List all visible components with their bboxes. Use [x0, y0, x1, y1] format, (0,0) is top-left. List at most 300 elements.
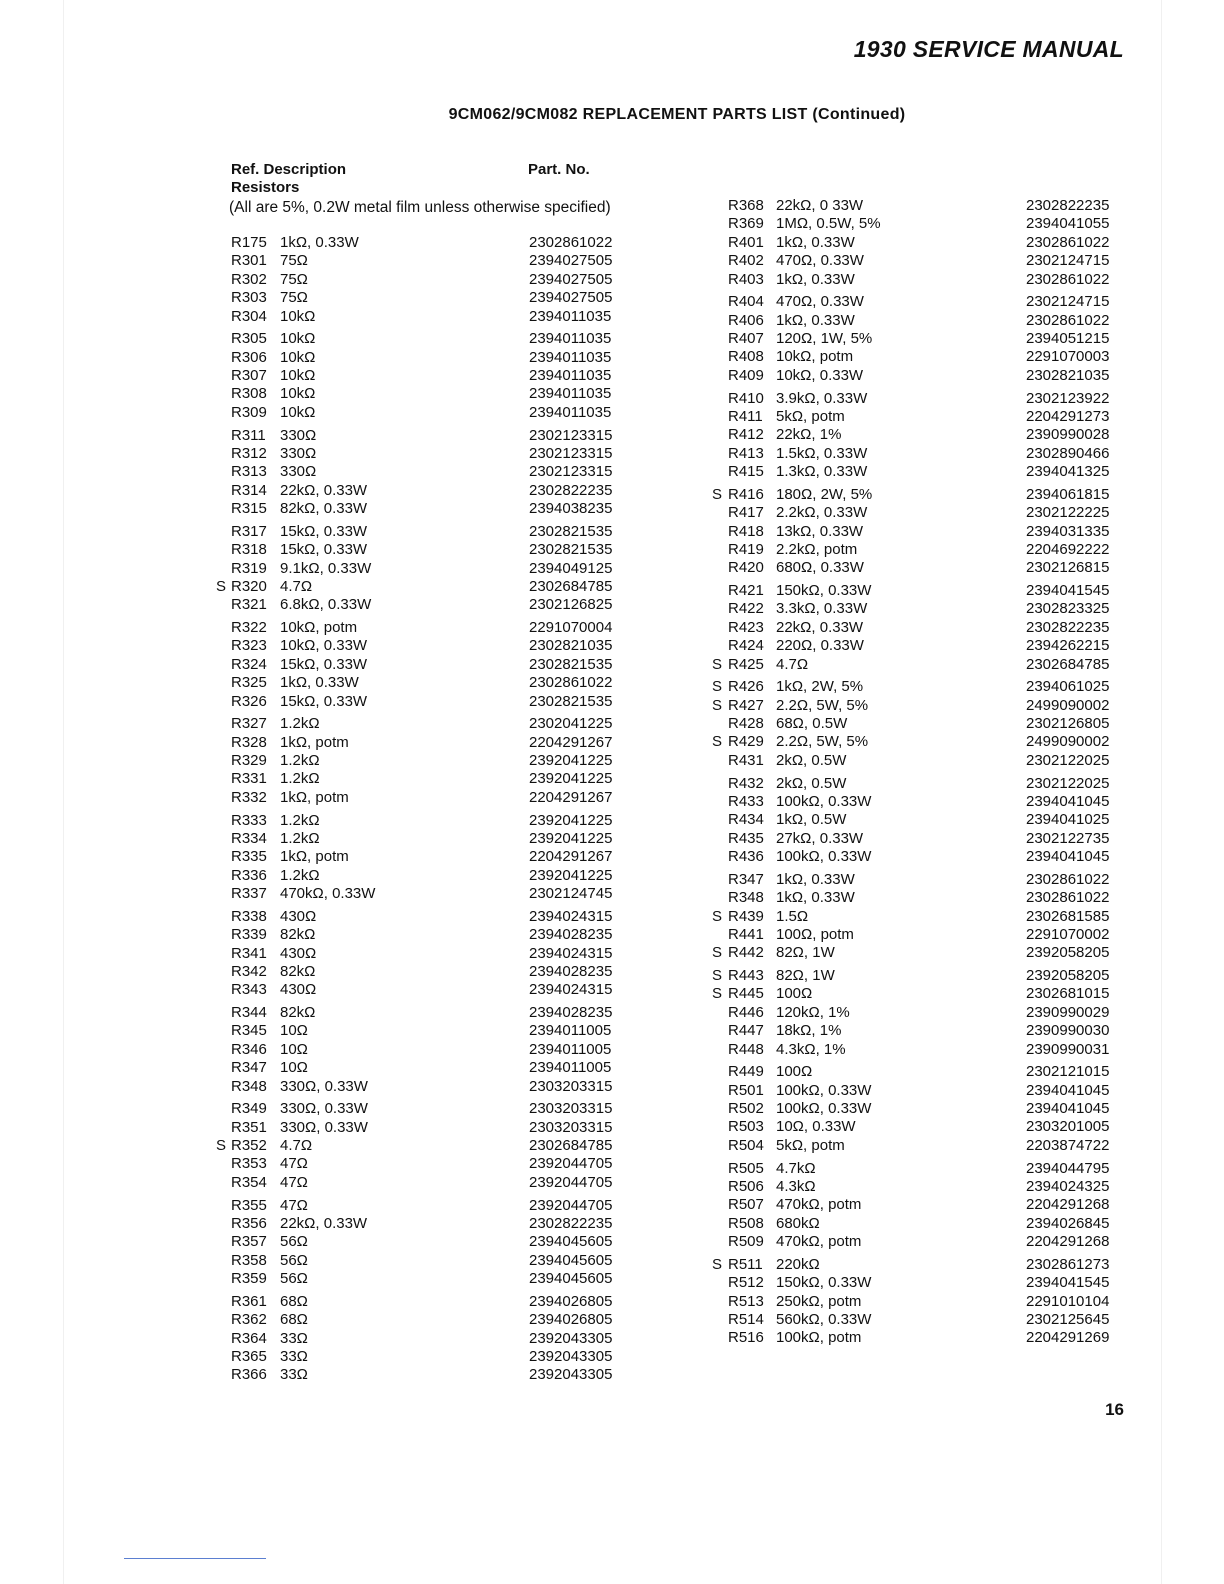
part-description: 4.3kΩ — [776, 1177, 816, 1195]
part-number: 2302823325 — [1026, 600, 1110, 618]
ref-designator: R406 — [728, 311, 764, 329]
part-description: 2kΩ, 0.5W — [776, 774, 847, 792]
ref-designator: R355 — [231, 1196, 267, 1214]
part-number: 2394045605 — [529, 1270, 613, 1288]
part-description: 68Ω — [280, 1292, 308, 1310]
ref-designator: R334 — [231, 829, 267, 847]
ref-designator: R357 — [231, 1233, 267, 1251]
part-number: 2204291267 — [529, 788, 613, 806]
part-number: 2394011035 — [529, 385, 612, 403]
part-description: 470kΩ, 0.33W — [280, 885, 376, 903]
ref-designator: R358 — [231, 1251, 267, 1269]
part-number: 2394038235 — [529, 500, 613, 518]
part-number: 2204291267 — [529, 733, 613, 751]
part-number: 2390990030 — [1026, 1022, 1110, 1040]
part-number: 2394041545 — [1026, 1274, 1110, 1292]
ref-designator: R508 — [728, 1214, 764, 1232]
part-description: 1kΩ, 0.33W — [776, 889, 855, 907]
ref-designator: R424 — [728, 637, 764, 655]
page-number: 16 — [1105, 1400, 1124, 1419]
ref-designator: R339 — [231, 926, 267, 944]
ref-designator: R329 — [231, 752, 267, 770]
part-description: 56Ω — [280, 1251, 308, 1269]
part-description: 33Ω — [280, 1347, 308, 1365]
safety-mark: S — [711, 985, 722, 1003]
part-number: 2394011035 — [529, 367, 612, 385]
part-description: 330Ω — [280, 426, 317, 444]
part-description: 100kΩ, 0.33W — [776, 1081, 872, 1099]
part-number: 2291070002 — [1026, 925, 1110, 943]
part-description: 22kΩ, 0.33W — [280, 481, 368, 499]
part-description: 1kΩ, 0.33W — [776, 270, 855, 288]
ref-designator: R347 — [231, 1059, 267, 1077]
part-number: 2302821535 — [529, 522, 613, 540]
part-number: 2392043305 — [529, 1329, 613, 1347]
part-description: 47Ω — [280, 1196, 308, 1214]
ref-designator: R319 — [231, 559, 267, 577]
part-number: 2394011035 — [529, 348, 612, 366]
part-description: 180Ω, 2W, 5% — [776, 485, 873, 503]
part-number: 2394061815 — [1026, 485, 1110, 503]
ref-designator: R410 — [728, 389, 764, 407]
ref-designator: R504 — [728, 1136, 764, 1154]
page-edge-right — [1161, 0, 1162, 1584]
ref-designator: R425 — [728, 655, 764, 673]
ref-designator: R304 — [231, 307, 267, 325]
part-number: 2392041225 — [529, 829, 613, 847]
part-number: 2303203315 — [529, 1118, 613, 1136]
ref-designator: R353 — [231, 1155, 267, 1173]
part-description: 120Ω, 1W, 5% — [776, 330, 873, 348]
ref-designator: R428 — [728, 715, 764, 733]
part-description: 4.7Ω — [280, 1137, 313, 1155]
part-description: 75Ω — [280, 270, 308, 288]
part-number: 2394027505 — [529, 289, 613, 307]
part-description: 2.2Ω, 5W, 5% — [776, 733, 869, 751]
ref-designator: R412 — [728, 426, 764, 444]
ref-designator: R369 — [728, 215, 764, 233]
part-description: 33Ω — [280, 1329, 308, 1347]
part-description: 220kΩ — [776, 1255, 820, 1273]
part-description: 430Ω — [280, 944, 317, 962]
ref-designator: R332 — [231, 788, 267, 806]
ref-designator: R423 — [728, 618, 764, 636]
part-description: 1kΩ, potm — [280, 848, 349, 866]
part-number: 2302821035 — [529, 637, 613, 655]
ref-designator: R356 — [231, 1214, 267, 1232]
ref-designator: R308 — [231, 385, 267, 403]
ref-designator: R439 — [728, 907, 764, 925]
part-number: 2302126815 — [1026, 559, 1110, 577]
ref-designator: R343 — [231, 981, 267, 999]
ref-designator: R349 — [231, 1100, 267, 1118]
ref-designator: R512 — [728, 1274, 764, 1292]
ref-designator: R411 — [728, 407, 763, 425]
part-number: 2203874722 — [1026, 1136, 1110, 1154]
part-description: 10Ω — [280, 1022, 308, 1040]
part-number: 2394044795 — [1026, 1159, 1110, 1177]
ref-designator: R513 — [728, 1292, 764, 1310]
part-description: 5kΩ, potm — [776, 1136, 845, 1154]
ref-designator: R448 — [728, 1040, 764, 1058]
part-description: 56Ω — [280, 1233, 308, 1251]
part-number: 2303203315 — [529, 1077, 613, 1095]
ref-designator: R420 — [728, 559, 764, 577]
ref-designator: R426 — [728, 678, 764, 696]
ref-designator: R434 — [728, 811, 764, 829]
ref-designator: R402 — [728, 252, 764, 270]
part-number: 2302122735 — [1026, 829, 1110, 847]
part-description: 330Ω, 0.33W — [280, 1100, 368, 1118]
part-description: 68Ω, 0.5W — [776, 715, 848, 733]
part-number: 2394024325 — [1026, 1177, 1110, 1195]
part-description: 100kΩ, 0.33W — [776, 792, 872, 810]
part-description: 1kΩ, 0.33W — [776, 233, 855, 251]
part-number: 2392044705 — [529, 1173, 613, 1191]
part-description: 470Ω, 0.33W — [776, 293, 864, 311]
part-description: 22kΩ, 1% — [776, 426, 842, 444]
ref-designator: R409 — [728, 366, 764, 384]
part-number: 2302041225 — [529, 715, 613, 733]
part-number: 2291070004 — [529, 619, 613, 636]
ref-designator: R365 — [231, 1347, 267, 1365]
ref-designator: R505 — [728, 1159, 764, 1177]
part-description: 10kΩ — [280, 385, 316, 403]
ref-designator: R326 — [231, 692, 267, 710]
part-description: 27kΩ, 0.33W — [776, 829, 864, 847]
part-description: 1.2kΩ — [280, 829, 320, 847]
part-description: 82Ω, 1W — [776, 967, 835, 984]
ref-designator: R449 — [728, 1063, 764, 1081]
part-description: 75Ω — [280, 289, 308, 307]
part-description: 22kΩ, 0.33W — [280, 1214, 368, 1232]
manual-title: 1930 SERVICE MANUAL — [853, 36, 1124, 62]
ref-designator: R342 — [231, 962, 267, 980]
part-number: 2392043305 — [529, 1366, 613, 1384]
part-number: 2302123922 — [1026, 389, 1110, 407]
part-number: 2392041225 — [529, 752, 613, 770]
part-number: 2394026805 — [529, 1292, 613, 1310]
ref-designator: R314 — [231, 481, 267, 499]
part-number: 2303203315 — [529, 1100, 613, 1118]
part-description: 10kΩ — [280, 367, 316, 385]
part-number: 2394026805 — [529, 1311, 613, 1329]
ref-designator: R447 — [728, 1022, 764, 1040]
part-description: 10kΩ, potm — [280, 619, 358, 636]
ref-designator: R403 — [728, 270, 764, 288]
part-description: 100kΩ, 0.33W — [776, 848, 872, 866]
part-number: 2291070003 — [1026, 348, 1110, 366]
part-number: 2392041225 — [529, 866, 613, 884]
part-description: 1.2kΩ — [280, 866, 320, 884]
part-description: 10Ω — [280, 1040, 308, 1058]
ref-designator: R359 — [231, 1270, 267, 1288]
part-description: 1MΩ, 0.5W, 5% — [776, 215, 881, 233]
part-number: 2394011035 — [529, 307, 612, 325]
part-description: 75Ω — [280, 252, 308, 270]
part-description: 22kΩ, 0 33W — [776, 197, 864, 214]
part-description: 430Ω — [280, 907, 317, 925]
ref-designator: R312 — [231, 444, 267, 462]
ref-designator: R362 — [231, 1311, 267, 1329]
part-number: 2394061025 — [1026, 678, 1110, 696]
part-number: 2394027505 — [529, 270, 613, 288]
part-description: 250kΩ, potm — [776, 1292, 862, 1310]
part-number: 2204291273 — [1026, 407, 1110, 425]
ref-designator: R341 — [231, 944, 267, 962]
part-number: 2394045605 — [529, 1233, 613, 1251]
ref-designator: R429 — [728, 733, 764, 751]
part-description: 100Ω — [776, 985, 813, 1003]
ref-designator: R352 — [231, 1137, 267, 1155]
part-number: 2394011035 — [529, 403, 612, 421]
safety-mark: S — [711, 967, 722, 984]
part-number: 2204291267 — [529, 848, 613, 866]
part-number: 2291010104 — [1026, 1292, 1110, 1310]
part-description: 100Ω, potm — [776, 925, 854, 943]
part-description: 470kΩ, potm — [776, 1196, 862, 1214]
part-number: 2302861022 — [1026, 870, 1110, 888]
part-description: 4.7Ω — [776, 655, 809, 673]
safety-mark: S — [711, 678, 722, 696]
part-number: 2302123315 — [529, 463, 613, 481]
part-description: 2.2kΩ, potm — [776, 540, 858, 558]
part-number: 2394041045 — [1026, 1100, 1110, 1118]
part-number: 2204291268 — [1026, 1196, 1110, 1214]
part-number: 2302890466 — [1026, 444, 1110, 462]
part-description: 15kΩ, 0.33W — [280, 692, 368, 710]
ref-designator: R366 — [231, 1366, 267, 1384]
part-number: 2302684785 — [529, 577, 613, 595]
safety-mark: S — [711, 655, 722, 673]
ref-designator: R348 — [728, 889, 764, 907]
part-description: 2.2Ω, 5W, 5% — [776, 696, 869, 714]
part-description: 6.8kΩ, 0.33W — [280, 596, 372, 614]
part-description: 120kΩ, 1% — [776, 1003, 850, 1021]
part-description: 1.2kΩ — [280, 752, 320, 770]
ref-designator: R303 — [231, 289, 267, 307]
part-number: 2394011035 — [529, 330, 612, 348]
ref-designator: R325 — [231, 674, 267, 692]
ref-designator: R321 — [231, 596, 267, 614]
part-number: 2302861022 — [1026, 311, 1110, 329]
ref-designator: R441 — [728, 925, 764, 943]
part-number: 2394031335 — [1026, 522, 1110, 540]
ref-designator: R320 — [231, 577, 267, 595]
ref-designator: R415 — [728, 463, 764, 481]
ref-designator: R322 — [231, 619, 267, 636]
ref-designator: R347 — [728, 870, 764, 888]
ref-designator: R417 — [728, 504, 764, 522]
part-number: 2302125645 — [1026, 1310, 1110, 1328]
part-description: 22kΩ, 0.33W — [776, 618, 864, 636]
part-number: 2394026845 — [1026, 1214, 1110, 1232]
ref-designator: R345 — [231, 1022, 267, 1040]
part-description: 470kΩ, potm — [776, 1233, 862, 1251]
ref-designator: R361 — [231, 1292, 267, 1310]
ref-designator: R516 — [728, 1329, 764, 1347]
part-description: 13kΩ, 0.33W — [776, 522, 864, 540]
part-number: 2394024315 — [529, 944, 613, 962]
part-description: 5kΩ, potm — [776, 407, 845, 425]
part-description: 1kΩ, 0.5W — [776, 811, 847, 829]
part-description: 15kΩ, 0.33W — [280, 522, 368, 540]
part-number: 2392041225 — [529, 811, 613, 829]
part-number: 2394041325 — [1026, 463, 1110, 481]
part-description: 4.7Ω — [280, 577, 313, 595]
part-number: 2394041055 — [1026, 215, 1110, 233]
ref-designator: R401 — [728, 233, 764, 251]
part-description: 330Ω, 0.33W — [280, 1118, 368, 1136]
part-number: 2394049125 — [529, 559, 613, 577]
safety-mark: S — [711, 1255, 722, 1273]
ref-designator: R346 — [231, 1040, 267, 1058]
section-heading: Resistors — [231, 179, 300, 196]
part-number: 2302821535 — [529, 692, 613, 710]
safety-mark: S — [711, 733, 722, 751]
ref-designator: R435 — [728, 829, 764, 847]
ref-designator: R311 — [231, 426, 266, 444]
part-description: 56Ω — [280, 1270, 308, 1288]
part-number: 2390990031 — [1026, 1040, 1110, 1058]
part-description: 82Ω, 1W — [776, 944, 835, 962]
part-description: 10Ω, 0.33W — [776, 1118, 856, 1136]
ref-designator: R333 — [231, 811, 267, 829]
part-description: 10Ω — [280, 1059, 308, 1077]
part-number: 2302684785 — [529, 1137, 613, 1155]
part-number: 2392041225 — [529, 770, 613, 788]
part-description: 100kΩ, potm — [776, 1329, 862, 1347]
ref-designator: R511 — [728, 1255, 763, 1273]
part-number: 2302822235 — [1026, 618, 1110, 636]
ref-designator: R433 — [728, 792, 764, 810]
part-number: 2392044705 — [529, 1196, 613, 1214]
part-number: 2394028235 — [529, 962, 613, 980]
part-number: 2394041045 — [1026, 792, 1110, 810]
part-number: 2302123315 — [529, 444, 613, 462]
part-description: 330Ω, 0.33W — [280, 1077, 368, 1095]
ref-designator: R416 — [728, 485, 764, 503]
column-header-part-no: Part. No. — [528, 161, 590, 178]
part-number: 2303201005 — [1026, 1118, 1110, 1136]
part-number: 2302124745 — [529, 885, 613, 903]
part-number: 2394028235 — [529, 1004, 613, 1021]
part-number: 2392058205 — [1026, 967, 1110, 984]
part-description: 18kΩ, 1% — [776, 1022, 842, 1040]
ref-designator: R442 — [728, 944, 764, 962]
part-description: 9.1kΩ, 0.33W — [280, 559, 372, 577]
part-number: 2302861273 — [1026, 1255, 1110, 1273]
part-number: 2394041045 — [1026, 1081, 1110, 1099]
safety-mark: S — [215, 1137, 226, 1155]
part-description: 10kΩ — [280, 348, 316, 366]
ref-designator: R432 — [728, 774, 764, 792]
part-number: 2302861022 — [1026, 270, 1110, 288]
part-number: 2302821035 — [1026, 366, 1110, 384]
part-number: 2302822235 — [529, 1214, 613, 1232]
ref-designator: R509 — [728, 1233, 764, 1251]
part-number: 2302822235 — [529, 481, 613, 499]
part-number: 2302821535 — [529, 541, 613, 559]
part-number: 2302124715 — [1026, 252, 1110, 270]
ref-designator: R445 — [728, 985, 764, 1003]
part-description: 560kΩ, 0.33W — [776, 1310, 872, 1328]
ref-designator: R328 — [231, 733, 267, 751]
ref-designator: R324 — [231, 655, 267, 673]
part-description: 10kΩ, 0.33W — [776, 366, 864, 384]
ref-designator: R327 — [231, 715, 267, 733]
section-note: (All are 5%, 0.2W metal film unless otherwise specified) — [229, 199, 611, 216]
ref-designator: R338 — [231, 907, 267, 925]
ref-designator: R331 — [231, 770, 267, 788]
part-number: 2302861022 — [529, 674, 613, 692]
ref-designator: R419 — [728, 540, 764, 558]
ref-designator: R431 — [728, 751, 764, 769]
ref-designator: R407 — [728, 330, 764, 348]
ref-designator: R421 — [728, 582, 764, 599]
part-description: 1kΩ, 0.33W — [280, 674, 359, 692]
part-number: 2302122225 — [1026, 504, 1110, 522]
ref-designator: R175 — [231, 234, 267, 251]
part-number: 2394011005 — [529, 1022, 612, 1040]
ref-designator: R501 — [728, 1081, 764, 1099]
parts-list-title: 9CM062/9CM082 REPLACEMENT PARTS LIST (Continued) — [448, 106, 906, 123]
part-number: 2392058205 — [1026, 944, 1110, 962]
part-description: 100kΩ, 0.33W — [776, 1100, 872, 1118]
part-description: 10kΩ — [280, 330, 316, 348]
ref-designator: R507 — [728, 1196, 764, 1214]
part-description: 470Ω, 0.33W — [776, 252, 864, 270]
part-description: 82kΩ, 0.33W — [280, 500, 368, 518]
safety-mark: S — [711, 485, 722, 503]
part-number: 2302123315 — [529, 426, 613, 444]
part-number: 2499090002 — [1026, 733, 1110, 751]
part-description: 430Ω — [280, 981, 317, 999]
safety-mark: S — [711, 696, 722, 714]
page-edge-left — [63, 0, 64, 1584]
ref-designator: R418 — [728, 522, 764, 540]
part-description: 150kΩ, 0.33W — [776, 1274, 872, 1292]
part-description: 680Ω, 0.33W — [776, 559, 864, 577]
part-number: 2302861022 — [1026, 889, 1110, 907]
part-number: 2302126805 — [1026, 715, 1110, 733]
ref-designator: R408 — [728, 348, 764, 366]
ref-designator: R413 — [728, 444, 764, 462]
part-description: 1.2kΩ — [280, 811, 320, 829]
part-description: 10kΩ — [280, 403, 316, 421]
part-number: 2302122025 — [1026, 751, 1110, 769]
ref-designator: R335 — [231, 848, 267, 866]
part-number: 2392043305 — [529, 1347, 613, 1365]
ref-designator: R514 — [728, 1310, 764, 1328]
part-number: 2204291268 — [1026, 1233, 1110, 1251]
ref-designator: R323 — [231, 637, 267, 655]
ref-designator: R506 — [728, 1177, 764, 1195]
part-number: 2394024315 — [529, 907, 613, 925]
ref-designator: R436 — [728, 848, 764, 866]
part-description: 1kΩ, 0.33W — [776, 311, 855, 329]
ref-designator: R315 — [231, 500, 267, 518]
ref-designator: R307 — [231, 367, 267, 385]
ref-designator: R364 — [231, 1329, 267, 1347]
part-number: 2302121015 — [1026, 1063, 1110, 1081]
part-number: 2390990029 — [1026, 1003, 1110, 1021]
part-description: 1.5kΩ, 0.33W — [776, 444, 868, 462]
part-number: 2394028235 — [529, 926, 613, 944]
part-number: 2392044705 — [529, 1155, 613, 1173]
part-description: 100Ω — [776, 1063, 813, 1081]
part-description: 330Ω — [280, 444, 317, 462]
